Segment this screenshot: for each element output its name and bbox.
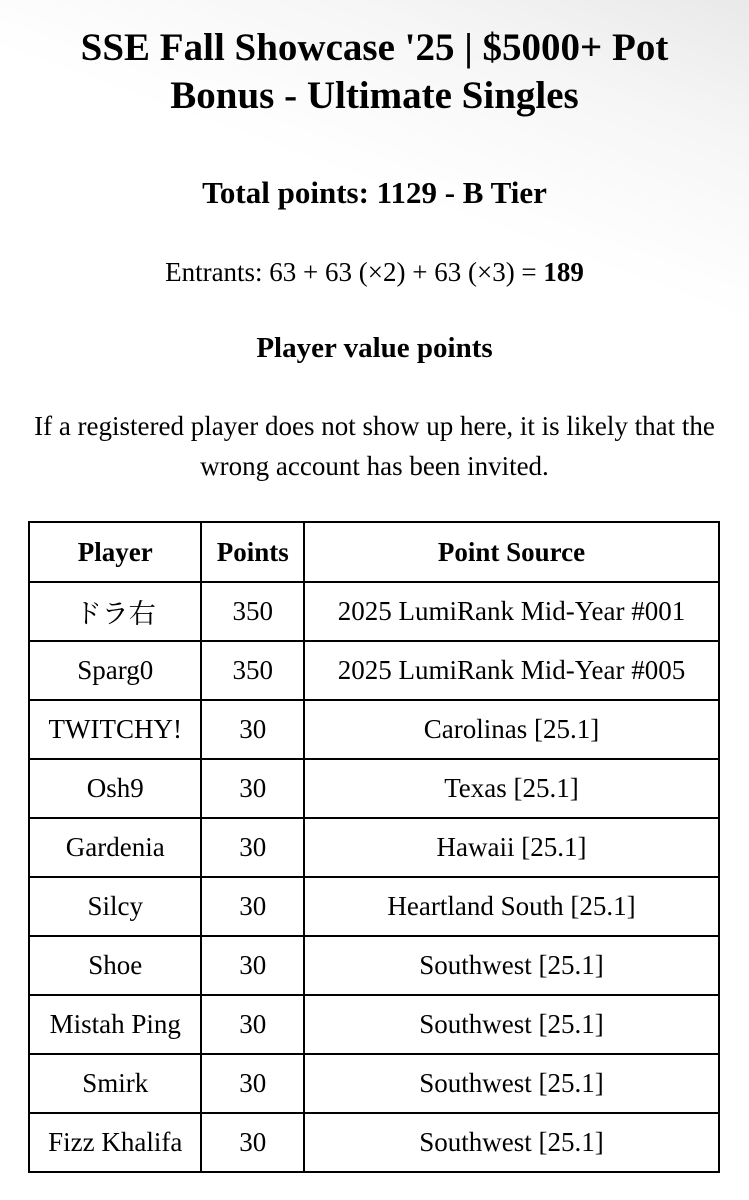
column-header-points: Points (201, 522, 304, 582)
page-title (0, 24, 749, 120)
point-source-cell: 2025 LumiRank Mid-Year #005 (304, 641, 719, 700)
player-cell: TWITCHY! (29, 700, 201, 759)
points-cell: 30 (201, 995, 304, 1054)
player-cell: Osh9 (29, 759, 201, 818)
table-row (29, 877, 719, 936)
player-cell: Shoe (29, 936, 201, 995)
total-points-heading: Total points: 1129 - B Tier (202, 175, 547, 210)
player-cell: Gardenia (29, 818, 201, 877)
points-cell: 350 (201, 582, 304, 641)
point-source-cell: Carolinas [25.1] (304, 700, 719, 759)
point-source-cell: 2025 LumiRank Mid-Year #001 (304, 582, 719, 641)
points-cell: 30 (201, 1113, 304, 1172)
table-row (29, 995, 719, 1054)
table-row (29, 582, 719, 641)
registration-note: If a registered player does not show up here, it is likely that the wrong account has been invited. (34, 411, 715, 481)
player-cell: Fizz Khalifa (29, 1113, 201, 1172)
points-cell: 30 (201, 1054, 304, 1113)
table-row (29, 1054, 719, 1113)
table-header-row (29, 522, 719, 582)
page-title-line-2: Bonus - Ultimate Singles (170, 74, 579, 117)
entrants-total: 189 (543, 257, 584, 287)
points-cell: 30 (201, 818, 304, 877)
points-cell: 350 (201, 641, 304, 700)
entrants-line (0, 254, 749, 290)
point-source-cell: Hawaii [25.1] (304, 818, 719, 877)
table-row (29, 759, 719, 818)
points-cell: 30 (201, 700, 304, 759)
page-title-line-1: SSE Fall Showcase '25 | $5000+ Pot (80, 26, 669, 69)
column-header-source: Point Source (304, 522, 719, 582)
point-source-cell: Southwest [25.1] (304, 936, 719, 995)
player-cell: Smirk (29, 1054, 201, 1113)
points-cell: 30 (201, 759, 304, 818)
entrants-formula: Entrants: 63 + 63 (×2) + 63 (×3) = (165, 257, 544, 287)
table-row (29, 936, 719, 995)
point-source-cell: Southwest [25.1] (304, 1054, 719, 1113)
player-value-points-heading: Player value points (256, 332, 493, 364)
table-row (29, 641, 719, 700)
player-cell: Silcy (29, 877, 201, 936)
point-source-cell: Texas [25.1] (304, 759, 719, 818)
point-source-cell: Southwest [25.1] (304, 995, 719, 1054)
player-points-table (28, 521, 720, 1173)
table-row (29, 1113, 719, 1172)
table-row (29, 700, 719, 759)
player-cell: Mistah Ping (29, 995, 201, 1054)
point-source-cell: Southwest [25.1] (304, 1113, 719, 1172)
column-header-player: Player (29, 522, 201, 582)
table-row (29, 818, 719, 877)
points-cell: 30 (201, 877, 304, 936)
player-cell: Sparg0 (29, 641, 201, 700)
points-cell: 30 (201, 936, 304, 995)
player-cell: ドラ右 (29, 582, 201, 641)
point-source-cell: Heartland South [25.1] (304, 877, 719, 936)
